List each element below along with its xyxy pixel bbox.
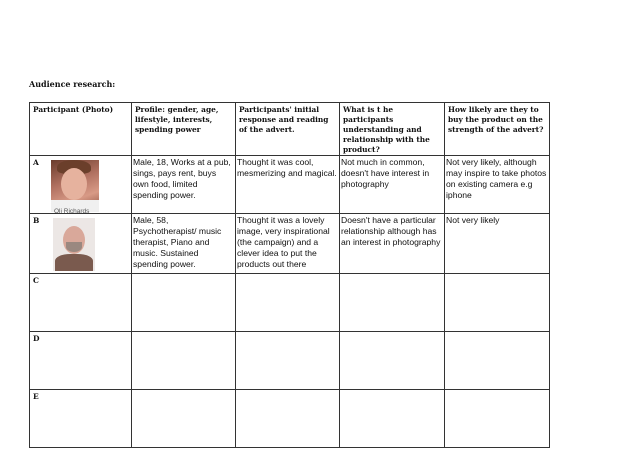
understanding-text-b: Doesn't have a particular relationship although has an interest in photography xyxy=(341,215,441,247)
response-cell-c xyxy=(236,274,340,332)
row-label-d: D xyxy=(33,334,40,343)
response-cell-b xyxy=(236,214,340,274)
header-row xyxy=(30,103,550,156)
likelihood-text-d xyxy=(445,332,549,333)
response-text-b: Thought it was a lovely image, very inspirational (the campaign) and a clever idea to put the products out there xyxy=(237,215,330,269)
participant-cell-a xyxy=(30,156,132,214)
likelihood-cell-e xyxy=(445,390,550,448)
profile-text-b: Male, 58, Psychotherapist/ music therapist, Piano and music. Sustained spending power. xyxy=(133,215,222,269)
likelihood-cell-b xyxy=(445,214,550,274)
likelihood-text-a: Not very likely, although may inspire to take photos on existing camera e.g iphone xyxy=(446,157,547,200)
understanding-text-e xyxy=(340,390,444,391)
response-cell-d xyxy=(236,332,340,390)
row-label-c: C xyxy=(33,276,39,285)
likelihood-text-e xyxy=(445,390,549,391)
understanding-cell-d xyxy=(340,332,445,390)
understanding-text-c xyxy=(340,274,444,275)
understanding-cell-c xyxy=(340,274,445,332)
header-likelihood-label: How likely are they to buy the product on the strength of the advert? xyxy=(448,105,544,134)
header-understanding-label: What is t he participants understanding and relationship with the product? xyxy=(343,105,430,154)
understanding-cell-b xyxy=(340,214,445,274)
response-cell-e xyxy=(236,390,340,448)
understanding-cell-e xyxy=(340,390,445,448)
header-participant-label: Participant (Photo) xyxy=(33,105,114,114)
likelihood-text-c xyxy=(445,274,549,275)
table-row-c xyxy=(30,274,550,332)
profile-cell-a xyxy=(132,156,236,214)
participant-cell-b xyxy=(30,214,132,274)
header-response-label: Participants' initial response and reading of the advert. xyxy=(239,105,329,134)
header-profile xyxy=(132,103,236,156)
response-cell-a xyxy=(236,156,340,214)
likelihood-cell-a xyxy=(445,156,550,214)
participant-cell-e xyxy=(30,390,132,448)
understanding-text-a: Not much in common, doesn't have interest in photography xyxy=(341,157,430,189)
row-label-a: A xyxy=(33,158,39,167)
response-text-a: Thought it was cool, mesmerizing and magical. xyxy=(237,157,337,178)
participant-cell-c xyxy=(30,274,132,332)
header-likelihood xyxy=(445,103,550,156)
likelihood-cell-c xyxy=(445,274,550,332)
header-participant xyxy=(30,103,132,156)
row-label-b: B xyxy=(33,216,40,225)
header-understanding xyxy=(340,103,445,156)
participant-photo-a xyxy=(51,160,99,212)
header-profile-label: Profile: gender, age, lifestyle, interests, spending power xyxy=(135,105,219,134)
participant-photo-b xyxy=(53,218,95,271)
profile-text-e xyxy=(132,390,235,391)
table-row-d xyxy=(30,332,550,390)
profile-cell-d xyxy=(132,332,236,390)
header-response xyxy=(236,103,340,156)
table-row-a xyxy=(30,156,550,214)
response-text-c xyxy=(236,274,339,275)
profile-text-c xyxy=(132,274,235,275)
profile-cell-c xyxy=(132,274,236,332)
profile-cell-b xyxy=(132,214,236,274)
profile-text-a: Male, 18, Works at a pub, sings, pays rent, buys own food, limited spending power. xyxy=(133,157,231,200)
understanding-cell-a xyxy=(340,156,445,214)
page-title: Audience research: xyxy=(29,79,116,89)
participant-cell-d xyxy=(30,332,132,390)
table-row-e xyxy=(30,390,550,448)
response-text-e xyxy=(236,390,339,391)
audience-research-table xyxy=(29,102,550,448)
row-label-e: E xyxy=(33,392,39,401)
likelihood-cell-d xyxy=(445,332,550,390)
table-row-b xyxy=(30,214,550,274)
likelihood-text-b: Not very likely xyxy=(446,215,500,225)
photo-caption-a: Oli Richards xyxy=(54,208,90,215)
response-text-d xyxy=(236,332,339,333)
profile-cell-e xyxy=(132,390,236,448)
profile-text-d xyxy=(132,332,235,333)
understanding-text-d xyxy=(340,332,444,333)
